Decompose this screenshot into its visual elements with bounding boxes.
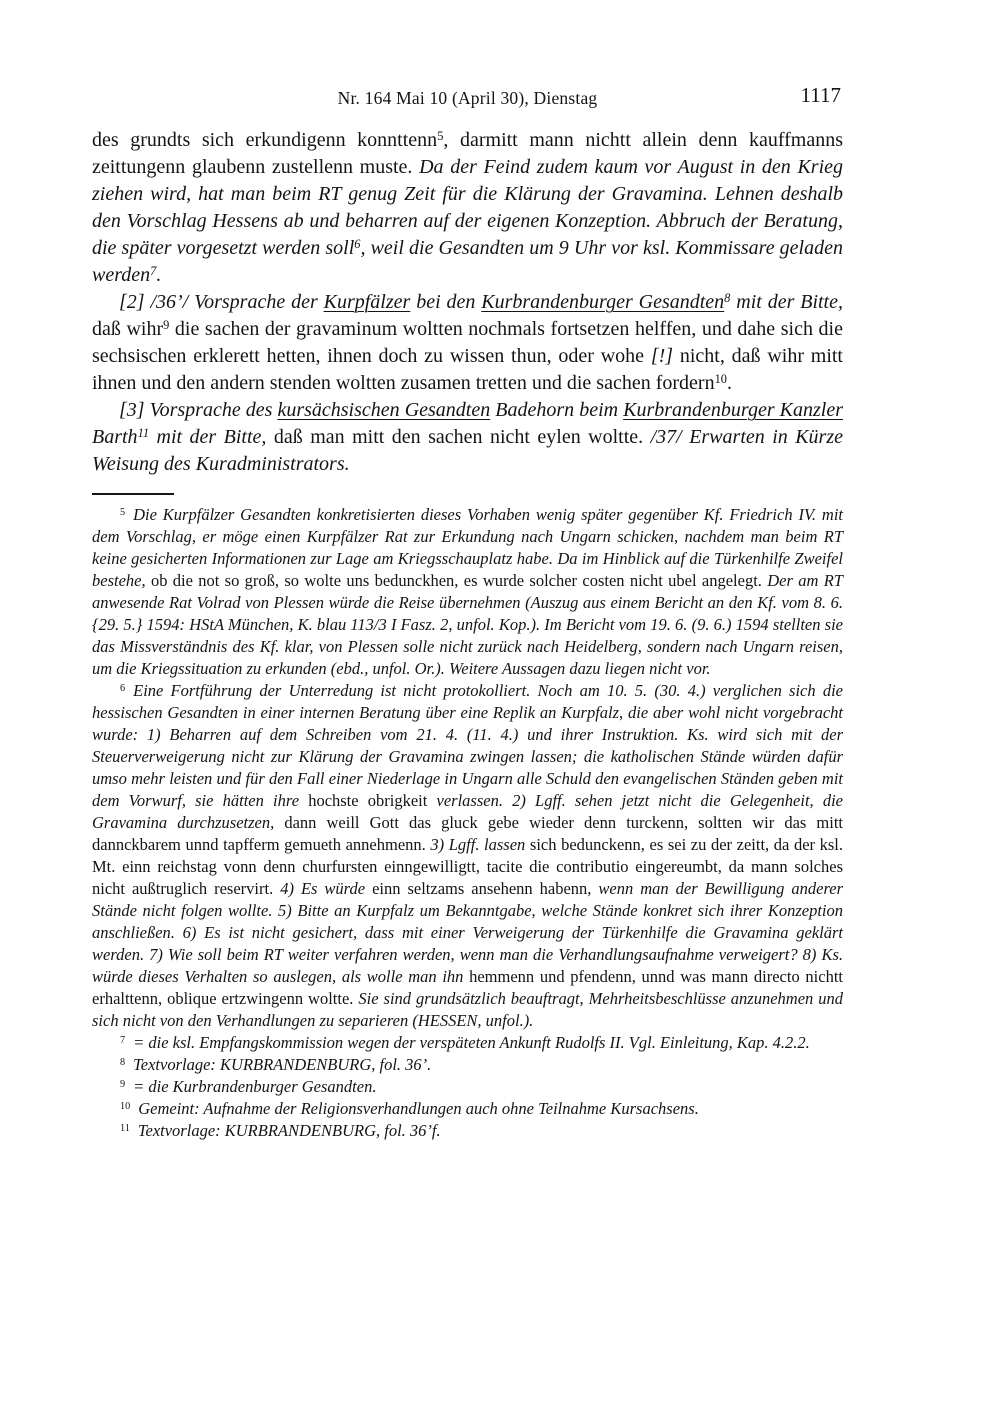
text-run: . <box>726 372 732 394</box>
text-run: hochste obrigkeit <box>308 791 428 810</box>
footnote-marker: 10 <box>120 1101 131 1113</box>
text-run: einn seltzams ansehenn habenn, <box>372 879 599 898</box>
text-run: daß wihr <box>92 318 164 340</box>
running-header: Nr. 164 Mai 10 (April 30), Dienstag <box>337 88 598 108</box>
footnote-text <box>92 505 843 678</box>
footnote-ref: 8 <box>724 291 731 306</box>
text-run: dann weill Gott das gluck gebe wieder denn turckenn, soltten wir das mitt dannckbarem unnd tapfferm gemueth annehmenn. <box>92 813 843 854</box>
text-run: mit der Bitte, <box>149 426 274 448</box>
text-run: Textvorlage: KURBRANDENBURG, fol. 36’f. <box>137 1121 441 1140</box>
text-run: /37/ Erwarten in Kürze Weisung des Kuradministrators. <box>92 426 844 475</box>
footnote-text <box>92 681 843 1030</box>
main-text <box>92 127 843 478</box>
text-run: daß man mitt den sachen nicht eylen woltte. <box>273 426 651 448</box>
paragraph-1 <box>92 127 843 289</box>
text-run: 3) Lgff. lassen <box>430 835 530 854</box>
footnote-text <box>138 1099 699 1118</box>
text-run: Gemeint: Aufnahme der Religionsverhandlungen auch ohne Teilnahme Kursachsens. <box>138 1099 699 1118</box>
text-run: Kurpfälzer <box>323 291 411 313</box>
text-run: nicht, daß wihr mitt ihnen und den andern stenden woltten zusamen tretten und die sachen fordern <box>92 345 843 394</box>
footnote-marker: 7 <box>120 1035 126 1047</box>
footnote-text <box>138 1121 441 1140</box>
text-run: sich bedunckenn, es sei zu der zeitt, da der ksl. Mt. einn reichstag vonn denn churfursten einngewilligtt, tacite die contributio eingereumbt, da mann solches nicht außtruglich reservirt. <box>92 835 844 898</box>
text-run: Textvorlage: KURBRANDENBURG, fol. 36’. <box>133 1055 432 1074</box>
paragraph-2 <box>92 289 843 397</box>
text-run: die sachen der gravaminum woltten nochmals fortsetzen helffen, und dahe sich die sechsischen erklerett hetten, ihnen doch zu wissen thun, oder wohe <box>92 318 843 367</box>
footnote-marker: 8 <box>120 1057 126 1069</box>
footnote-marker: 9 <box>120 1079 126 1091</box>
footnote-8 <box>92 1054 843 1076</box>
text-run: 4) Es würde <box>280 879 373 898</box>
text-run: des grundts sich erkundigenn konnttenn <box>92 129 438 151</box>
footnote-text <box>133 1033 810 1052</box>
footnote-7 <box>92 1032 843 1054</box>
text-run: ob die not so groß, so wolte uns bedunckhen, es wurde solcher costen nicht ubel angelegt. <box>150 571 768 590</box>
text-run: [2] /36’/ Vorsprache der <box>119 291 324 313</box>
footnote-separator-rule <box>92 493 174 495</box>
text-run: kursächsischen Gesandten <box>277 399 491 421</box>
text-run: Sie sind grundsätzlich beauftragt, Mehrheitsbeschlüsse anzunehmen und sich nicht von den Verhandlungen zu separieren (HESSEN, unfol.). <box>92 989 843 1030</box>
footnote-text <box>133 1077 376 1096</box>
footnote-ref: 9 <box>163 318 170 333</box>
page-header <box>92 83 843 110</box>
footnote-text <box>133 1055 431 1074</box>
text-run: Badehorn beim <box>490 399 624 421</box>
footnotes-section <box>92 504 843 1142</box>
text-run: Kurbrandenburger Gesandten <box>481 291 725 313</box>
text-run: Eine Fortführung der Unterredung ist nicht protokolliert. Noch am 10. 5. (30. 4.) verglichen sich die hessischen Gesandten in einer internen Beratung über eine Replik an Kurpfalz, die aber wohl nicht vorgebracht wurde: 1) Beharren auf dem Schreiben vom 21. 4. (11. 4.) und ihrer Instruktion. Ks. wird sich mit der Steuerverweigerung nicht zur Klärung der Gravamina zwingen lassen; die katholischen Stände würden dafür umso mehr leisten und für den Fall einer Niederlage in Ungarn alle Schuld den evangelischen Ständen geben mit dem Vorwurf, sie hätten ihre <box>92 681 843 810</box>
text-run: = die ksl. Empfangskommission wegen der verspäteten Ankunft Rudolfs II. Vgl. Einleitung, Kap. 4.2.2. <box>133 1033 810 1052</box>
footnote-5 <box>92 504 843 680</box>
footnote-6 <box>92 680 843 1032</box>
page-number: 1117 <box>800 83 841 107</box>
footnote-ref: 11 <box>137 426 150 441</box>
text-run: mit der Bitte, <box>730 291 843 313</box>
text-run: [!] <box>650 345 674 367</box>
text-run: hemmenn und pfendenn, unnd was mann directo nichtt erhalttenn, oblique ertzwingenn woltte. <box>92 967 843 1008</box>
text-run: Barth <box>92 426 138 448</box>
text-run: Die Kurpfälzer Gesandten konkretisierten dieses Vorhaben wenig später gegenüber Kf. Friedrich IV. mit dem Vorschlag, er möge einen Kurpfälzer Rat zur Erkundung nach Ungarn schicken, nachdem man beim RT keine gesicherten Informationen zur Lage am Kriegsschauplatz habe. Da im Hinblick auf die Türkenhilfe Zweifel bestehe, <box>92 505 843 590</box>
text-run: Der am RT anwesende Rat Volrad von Plessen würde die Reise übernehmen (Auszug aus einem Bericht an den Kf. vom 8. 6. {29. 5.} 1594: HStA München, K. blau 113/3 I Fasz. 2, unfol. Kop.). Im Bericht vom 19. 6. (9. 6.) 1594 stellten sie das Missverständnis des Kf. klar, von Plessen solle nicht zurück nach Heidelberg, sondern nach Ungarn reisen, um die Kriegssituation zu erkunden (ebd., unfol. Or.). Weitere Aussagen dazu liegen nicht vor. <box>92 571 843 678</box>
footnote-ref: 7 <box>150 264 157 279</box>
footnote-marker: 5 <box>120 507 126 519</box>
paragraph-3 <box>92 397 843 478</box>
footnote-9 <box>92 1076 843 1098</box>
footnote-ref: 6 <box>354 237 361 252</box>
text-run: Da der Feind zudem kaum vor August in den Krieg ziehen wird, hat man beim RT genug Zeit für die Klärung der Gravamina. Lehnen deshalb den Vorschlag Hessens ab und beharren auf der eigenen Konzeption. Abbruch der Beratung, die später vorgesetzt werden soll <box>92 156 844 259</box>
footnote-11 <box>92 1120 843 1142</box>
text-run: Kurbrandenburger Kanzler <box>623 399 843 421</box>
text-run: , weil die Gesandten um 9 Uhr vor ksl. Kommissare geladen werden <box>92 237 843 286</box>
text-run: verlassen. 2) Lgff. sehen jetzt nicht die Gelegenheit, die Gravamina durchzusetzen, <box>92 791 843 832</box>
text-run: bei den <box>410 291 482 313</box>
text-run: . <box>156 264 162 286</box>
footnote-ref: 10 <box>714 372 727 387</box>
text-run: [3] Vorsprache des <box>119 399 278 421</box>
text-run: = die Kurbrandenburger Gesandten. <box>133 1077 377 1096</box>
footnote-marker: 6 <box>120 683 126 695</box>
footnote-ref: 5 <box>437 129 444 144</box>
text-run: , darmitt mann nichtt allein denn kauffmanns zeittungenn glaubenn zustellenn muste. <box>92 129 843 178</box>
footnote-marker: 11 <box>120 1123 130 1135</box>
footnote-10 <box>92 1098 843 1120</box>
text-run: wenn man der Bewilligung anderer Stände nicht folgen wollte. 5) Bitte an Kurpfalz um Bekanntgabe, welche Stände konkret sich ihrer Konzeption anschließen. 6) Es ist nicht gesichert, dass mit einer Verweigerung der Türkenhilfe die Gravamina geklärt werden. 7) Wie soll beim RT weiter verfahren werden, wenn man die Verhandlungsaufnahme verweigert? 8) Ks. würde dieses Verhalten so auslegen, als wolle man ihn <box>92 879 843 986</box>
